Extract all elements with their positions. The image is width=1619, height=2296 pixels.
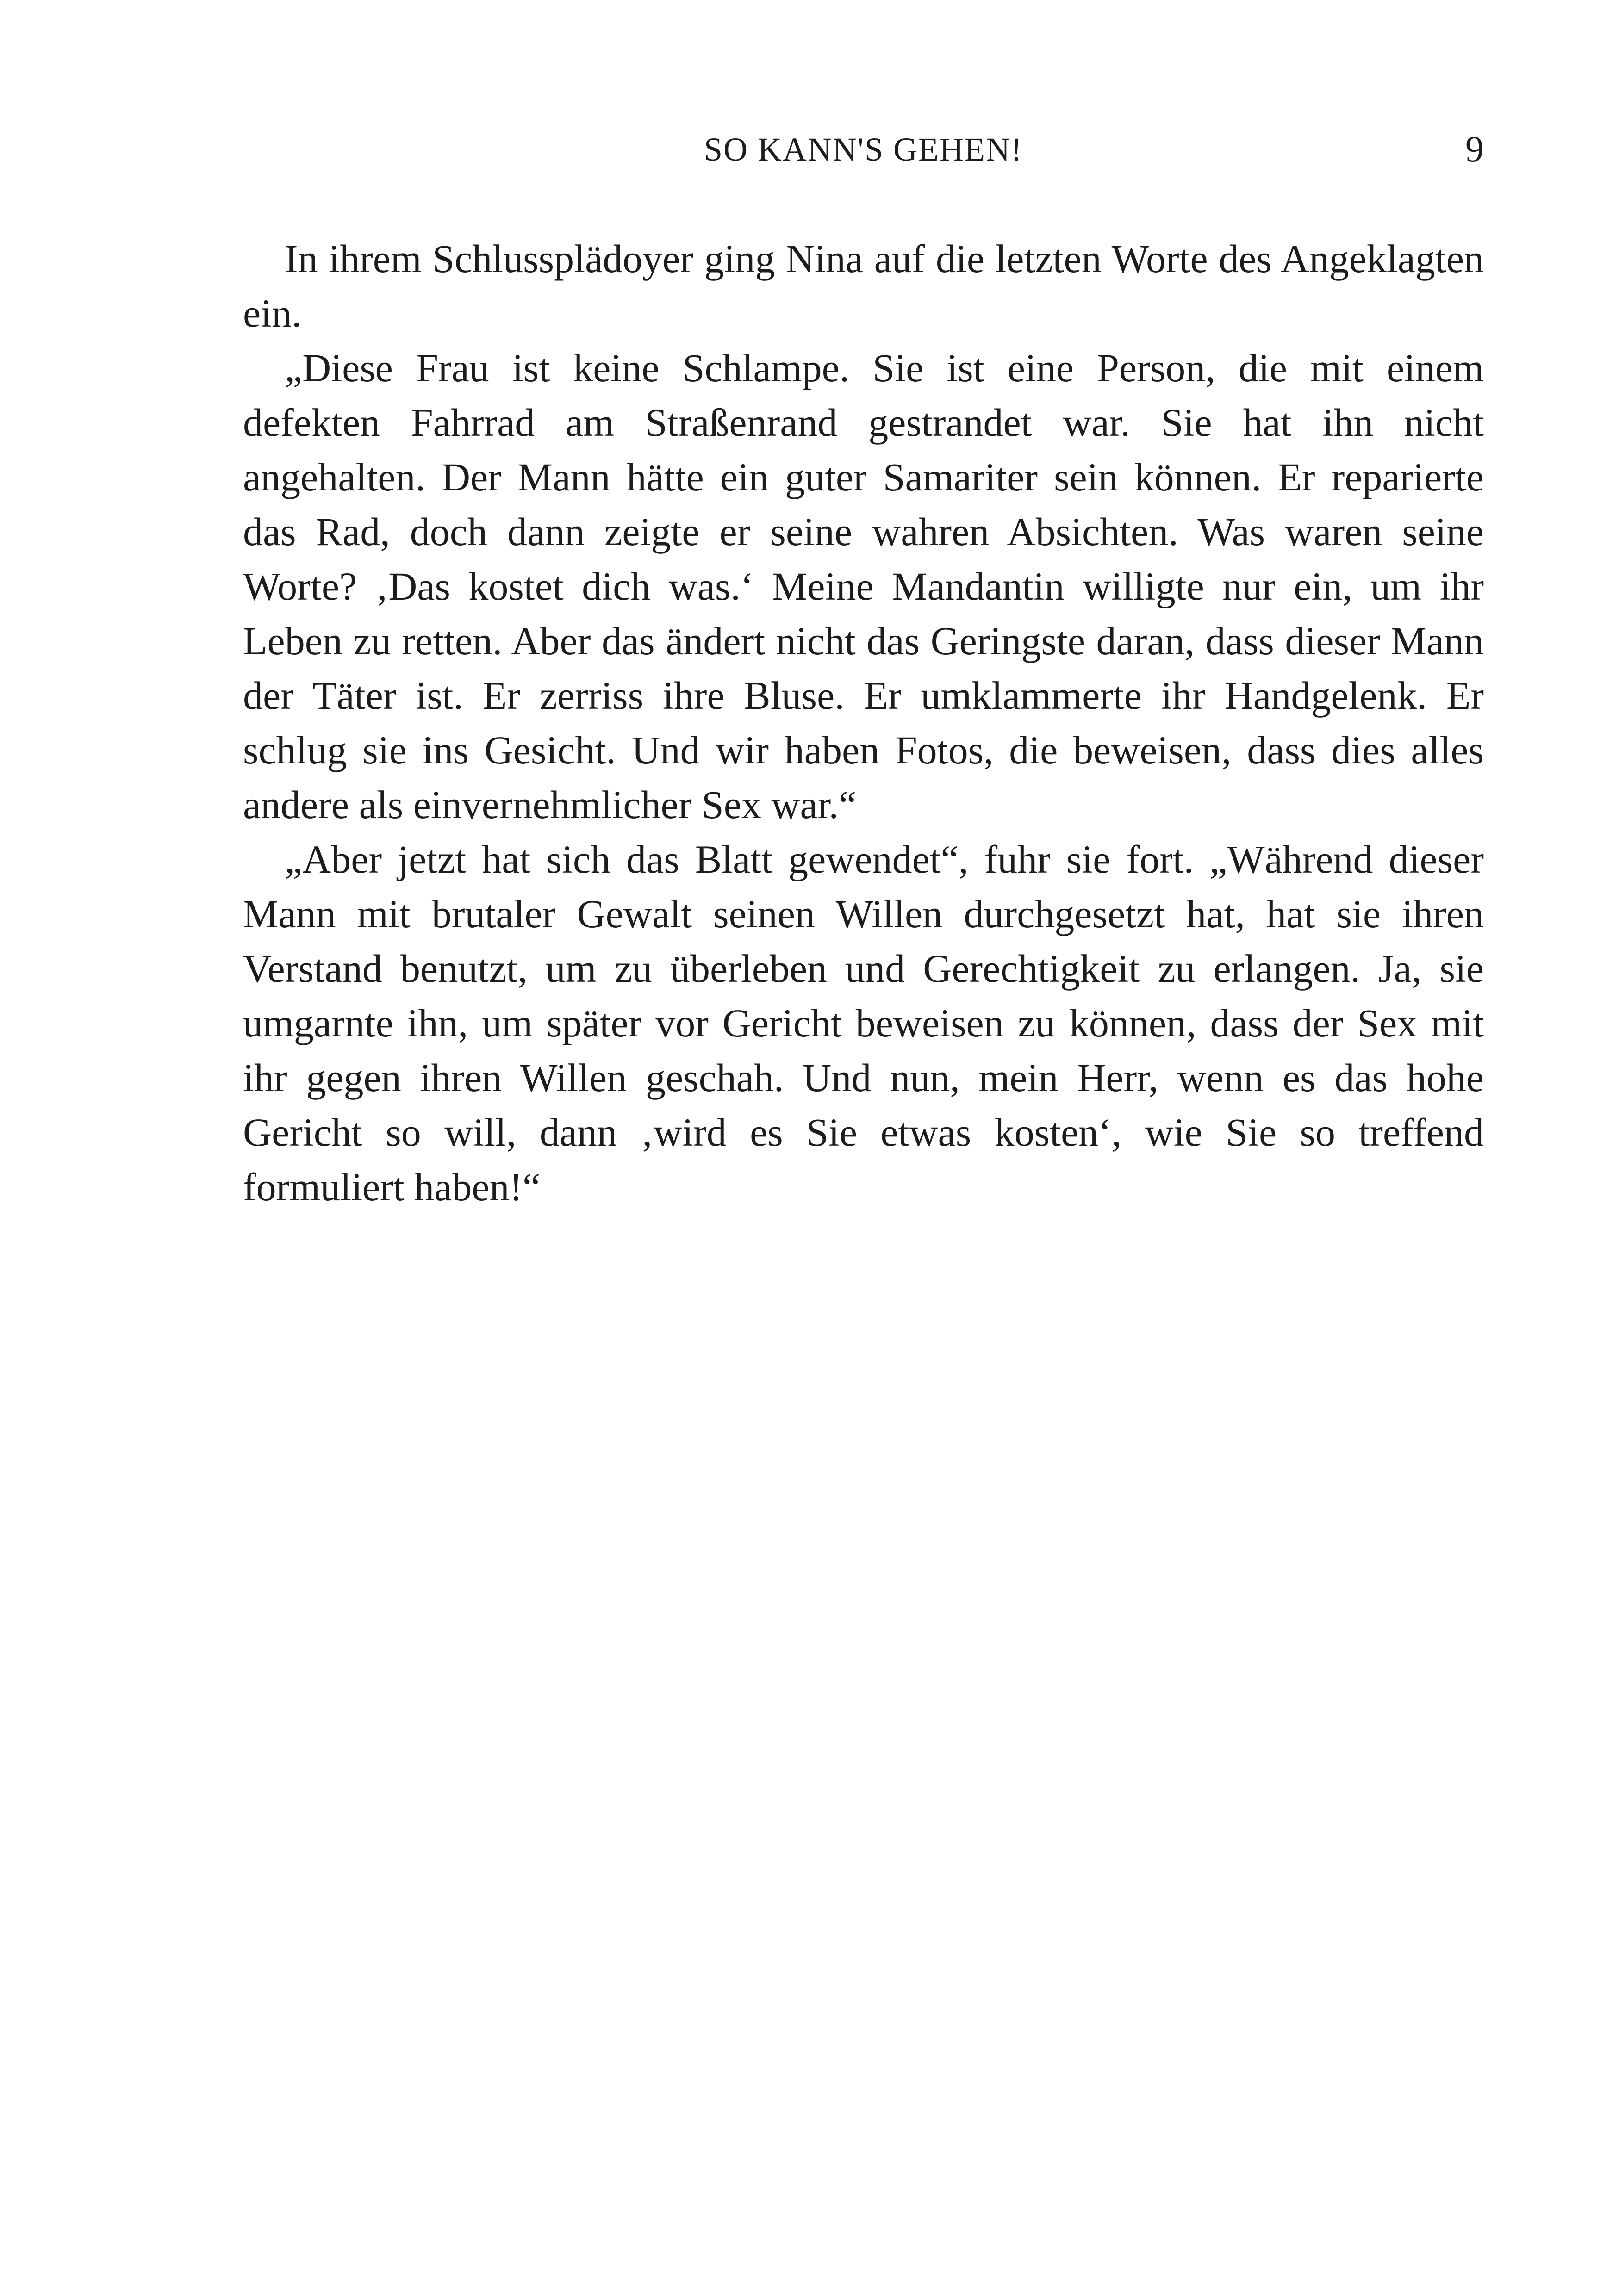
- paragraph: In ihrem Schlussplädoyer ging Nina auf die letzten Worte des Angeklagten ein.: [243, 236, 1484, 335]
- page-number: 9: [1465, 129, 1484, 170]
- chapter-title: SO KANN'S GEHEN!: [704, 131, 1023, 168]
- paragraph: „Diese Frau ist keine Schlampe. Sie ist eine Person, die mit einem defekten Fahrrad am Straßenrand gestrandet war. Sie hat ihn nicht angehalten. Der Mann hätte ein guter Samariter sein können. Er reparierte das Rad, doch dann zeigte er seine wahren Absichten. Was waren seine Worte? ‚Das kostet dich was.‘ Meine Mandantin willigte nur ein, um ihr Leben zu retten. Aber das ändert nicht das Geringste daran, dass dieser Mann der Täter ist. Er zerriss ihre Bluse. Er umklammerte ihr Handgelenk. Er schlug sie ins Gesicht. Und wir haben Fotos, die beweisen, dass dies alles andere als einvernehmlicher Sex war.“: [243, 346, 1484, 827]
- body-text: [243, 231, 1484, 1214]
- paragraph: „Aber jetzt hat sich das Blatt gewendet“, fuhr sie fort. „Während dieser Mann mit brutaler Gewalt seinen Willen durchgesetzt hat, hat sie ihren Verstand benutzt, um zu überleben und Gerechtigkeit zu erlangen. Ja, sie umgarnte ihn, um später vor Gericht beweisen zu können, dass der Sex mit ihr gegen ihren Willen geschah. Und nun, mein Herr, wenn es das hohe Gericht so will, dann ‚wird es Sie etwas kosten‘, wie Sie so treffend formuliert haben!“: [243, 837, 1484, 1209]
- running-header: [243, 124, 1484, 175]
